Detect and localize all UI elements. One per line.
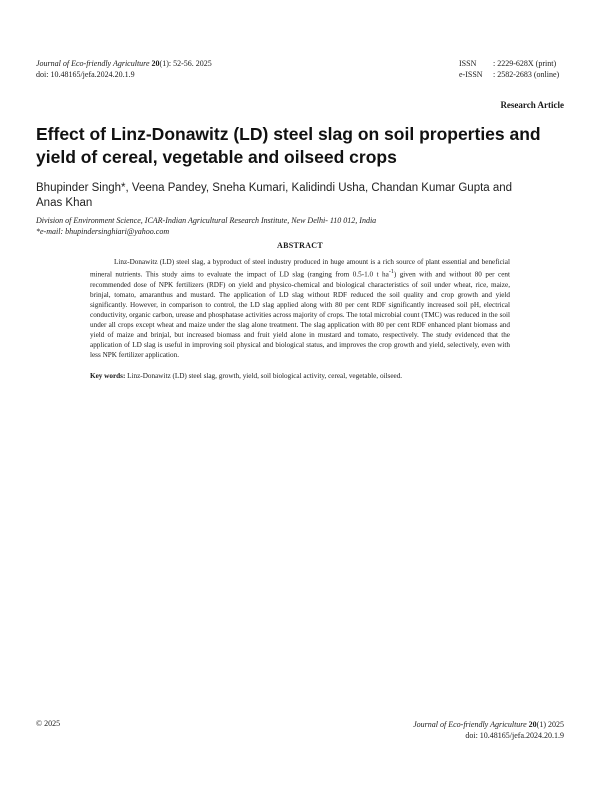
paper-title: Effect of Linz-Donawitz (LD) steel slag on soil properties and yield of cereal, vegetable and oilseed crops — [36, 124, 541, 167]
footer-journal-name: Journal of Eco-friendly Agriculture — [413, 720, 527, 729]
volume-number: 20 — [151, 59, 160, 68]
author-list: Bhupinder Singh*, Veena Pandey, Sneha Kumari, Kalidindi Usha, Chandan Kumar Gupta and Anas Khan — [36, 182, 513, 209]
abstract-heading: ABSTRACT — [277, 241, 323, 250]
keywords-label: Key words: — [90, 372, 126, 380]
abstract-text-part2: ) given with and without 80 per cent recommended dose of NPK fertilizers (RDF) on yield and physico-chemical and biological characteristics of soil under wheat, rice, maize, brinjal, tomato, amaranthus and mustard. The application of LD slag without RDF reduced the soil quality and crop growth and yield significantly. However, in comparison to control, the LD slag applied along with 80 per cent RDF significantly increased soil pH, electrical conductivity, organic carbon, urease and phosphatase activities across majority of crops. The total microbial count (TMC) was reduced in the soil under all crops except wheat and maize under the slag alone treatment. The slag application with 80 per cent RDF enhanced plant biomass and yield of maize and brinjal, but increased biomass and fruit yield alone in mustard and tomato, respectively. The study evidenced that the application of LD slag is useful in improving soil physical and biological status, and improves the crop growth and yield, selectively, even with less NPK fertilizer application. — [90, 270, 510, 360]
abstract-superscript: -1 — [388, 269, 394, 276]
footer-citation — [413, 719, 564, 741]
doi: doi: 10.48165/jefa.2024.20.1.9 — [36, 70, 135, 79]
issn-label: ISSN — [459, 59, 477, 68]
abstract-text-part1: Linz-Donawitz (LD) steel slag, a byproduct of steel industry produced in huge amount is a rich source of plant essential and beneficial mineral nutrients. This study aims to evaluate the impact of LD slag (ranging from 0.5-1.0 t ha — [90, 258, 510, 279]
keywords-text: Linz-Donawitz (LD) steel slag, growth, yield, soil biological activity, cereal, vegetable, oilseed. — [125, 372, 403, 380]
corresponding-email: *e-mail: bhupindersinghiari@yahoo.com — [36, 227, 170, 236]
journal-name: Journal of Eco-friendly Agriculture — [36, 59, 150, 68]
copyright: © 2025 — [36, 719, 61, 728]
footer-doi: doi: 10.48165/jefa.2024.20.1.9 — [465, 731, 564, 740]
issn-value: : 2229-628X (print) — [493, 59, 557, 68]
issn-block — [459, 58, 559, 80]
journal-citation — [36, 58, 212, 80]
footer-volume: 20 — [528, 720, 537, 729]
eissn-label: e-ISSN — [459, 70, 483, 79]
eissn-value: : 2582-2683 (online) — [493, 70, 560, 79]
article-type: Research Article — [500, 100, 564, 110]
keywords — [90, 371, 510, 381]
abstract-text — [90, 257, 510, 360]
footer-issue: (1) 2025 — [536, 720, 564, 729]
issue-pages: (1): 52-56. 2025 — [159, 59, 212, 68]
affiliation-block — [36, 215, 376, 237]
affiliation: Division of Environment Science, ICAR-Indian Agricultural Research Institute, New Delhi- 110 012, India — [36, 216, 377, 225]
